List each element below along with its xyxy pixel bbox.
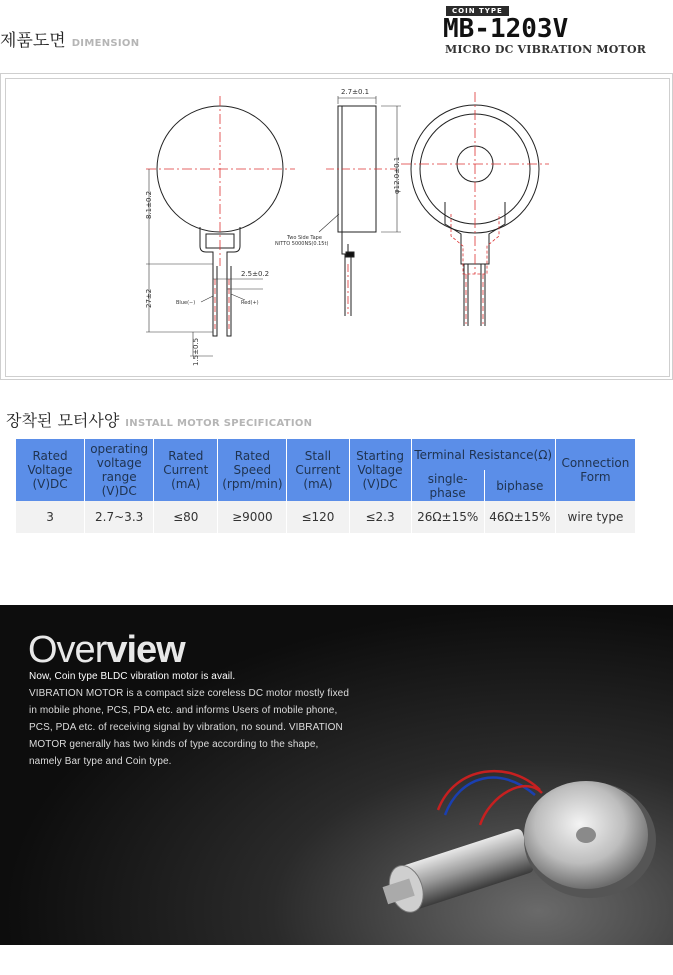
tape-label-1: Two Side Tape (287, 235, 322, 241)
overview-line-4: PCS, PDA etc. of receiving signal by vibration, no sound. VIBRATION (29, 722, 343, 733)
dimension-drawing (1, 74, 672, 379)
dimension-heading-en: DIMENSION (71, 38, 140, 49)
motor-product-image (360, 755, 673, 945)
side-view-dimension-lines (319, 96, 401, 232)
spec-heading-en: INSTALL MOTOR SPECIFICATION (125, 418, 313, 429)
cell-rated-current: ≤80 (154, 501, 218, 533)
front-view-centerlines (146, 96, 295, 266)
header-rated-voltage: Rated Voltage (V)DC (16, 439, 85, 501)
overview-title-light: Over (28, 629, 107, 671)
spec-data-row (16, 501, 636, 533)
dim-diameter-label: φ12.0±0.1 (393, 156, 401, 194)
model-number: MB-1203V (443, 14, 569, 44)
overview-line-3: in mobile phone, PCS, PDA etc. and informs Users of mobile phone, (29, 705, 338, 716)
cell-starting-voltage: ≤2.3 (349, 501, 411, 533)
cell-rated-voltage: 3 (16, 501, 85, 533)
side-view-tape (346, 252, 354, 257)
cell-stall-current: ≤120 (287, 501, 349, 533)
header-terminal-resistance: Terminal Resistance(Ω) (411, 439, 555, 470)
tape-label-2: NITTO 5000NS(0.15t) (275, 241, 329, 247)
header-rated-current: Rated Current (mA) (154, 439, 218, 501)
coin-motor (524, 781, 656, 898)
bar-motor (378, 826, 535, 918)
overview-line-6: namely Bar type and Coin type. (29, 756, 172, 767)
dim-height-label: 8.1±0.2 (145, 190, 153, 219)
coin-type-badge: COIN TYPE (446, 6, 509, 16)
cell-single-phase: 26Ω±15% (411, 501, 484, 533)
overview-line-5: MOTOR generally has two kinds of type according to the shape, (29, 739, 319, 750)
header-stall-current: Stall Current (mA) (287, 439, 349, 501)
spec-heading (6, 408, 312, 431)
spec-heading-ko: 장착된 모터사양 (6, 411, 120, 430)
cell-rated-speed: ≥9000 (218, 501, 287, 533)
header-biphase: biphase (484, 470, 555, 501)
side-view-centerline (326, 169, 396, 314)
overview-section (0, 605, 673, 945)
overview-title (28, 629, 185, 672)
back-view (411, 105, 539, 326)
dimension-heading (0, 26, 139, 51)
overview-line-2: VIBRATION MOTOR is a compact size coreless DC motor mostly fixed (29, 688, 349, 699)
cell-connection-form: wire type (555, 501, 635, 533)
header-starting-voltage: Starting Voltage (V)DC (349, 439, 411, 501)
motor-wires (438, 771, 542, 825)
model-subtitle: MICRO DC VIBRATION MOTOR (445, 43, 647, 56)
dim-strip-label: 1.5±0.5 (192, 337, 200, 366)
header-operating-voltage: operating voltage range (V)DC (85, 439, 154, 501)
cell-biphase: 46Ω±15% (484, 501, 555, 533)
dim-thickness-label: 2.7±0.1 (341, 88, 370, 96)
dim-lead-pitch-label: 2.5±0.2 (241, 270, 270, 278)
header-connection-form: Connection Form (555, 439, 635, 501)
header-rated-speed: Rated Speed (rpm/min) (218, 439, 287, 501)
cell-operating-voltage: 2.7~3.3 (85, 501, 154, 533)
wire-red-label: Red(+) (241, 300, 259, 306)
dimension-drawing-frame (0, 73, 673, 380)
back-view-centerlines (401, 92, 549, 324)
overview-title-bold: view (106, 629, 185, 671)
overview-line-1: Now, Coin type BLDC vibration motor is avail. (29, 671, 236, 682)
dimension-heading-ko: 제품도면 (0, 31, 66, 51)
side-view (338, 106, 376, 316)
dim-wire-length-label: 27±2 (145, 288, 153, 308)
spec-table (16, 439, 636, 533)
header-single-phase: single-phase (411, 470, 484, 501)
spec-header-row (16, 439, 636, 470)
wire-blue-label: Blue(−) (176, 300, 196, 306)
